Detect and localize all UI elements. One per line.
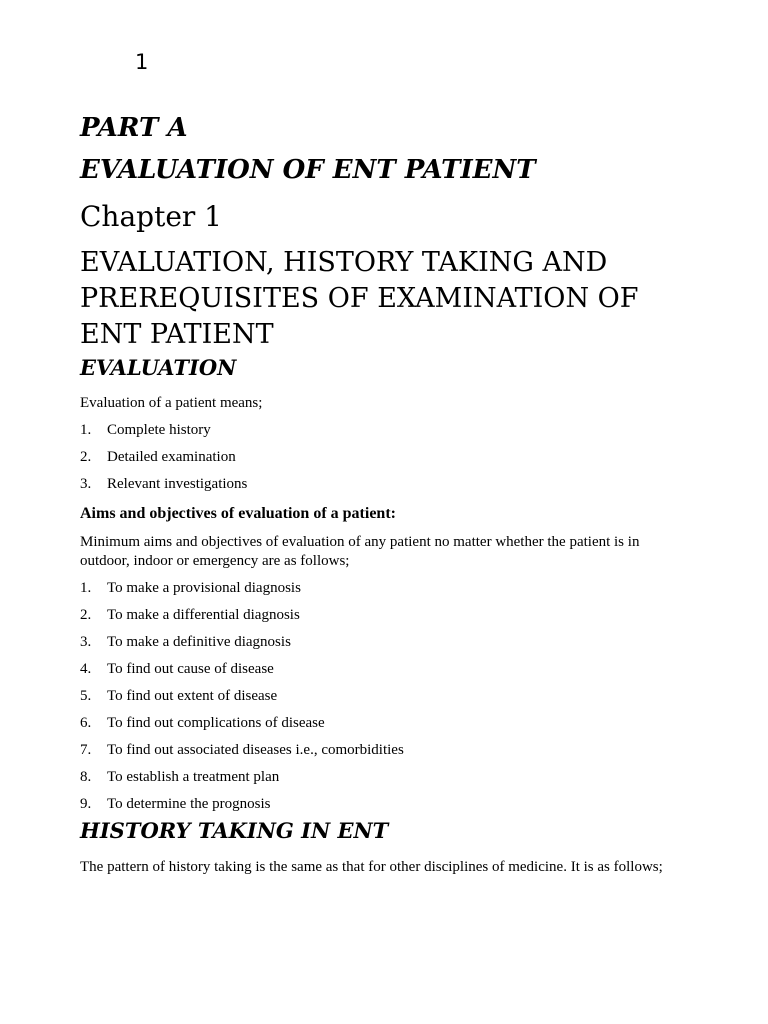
list-item-text: To find out cause of disease [107, 661, 274, 677]
aims-intro: Minimum aims and objectives of evaluation of any patient no matter whether the patient is in outdoor, indoor or emergency are as follows; [80, 534, 640, 569]
list-item [80, 659, 404, 686]
list-item-text: Complete history [107, 422, 211, 438]
list-item-text: To establish a treatment plan [107, 769, 280, 785]
list-item [80, 447, 247, 474]
list-item-number: 7. [80, 742, 92, 758]
list-item-number: 9. [80, 796, 92, 812]
list-item-number: 3. [80, 476, 92, 492]
list-item-text: To find out associated diseases i.e., comorbidities [107, 742, 404, 758]
aims-list [80, 578, 404, 821]
list-item-text: Detailed examination [107, 449, 236, 465]
page-number: 1 [135, 50, 149, 74]
list-item [80, 740, 404, 767]
part-title: PART A [80, 113, 188, 143]
list-item [80, 420, 247, 447]
list-item-text: To find out complications of disease [107, 715, 325, 731]
list-item-text: To make a definitive diagnosis [107, 634, 291, 650]
list-item [80, 605, 404, 632]
evaluation-heading: EVALUATION [80, 355, 237, 380]
evaluation-list [80, 420, 247, 501]
evaluation-intro: Evaluation of a patient means; [80, 395, 263, 411]
list-item-number: 1. [80, 580, 92, 596]
list-item-number: 3. [80, 634, 92, 650]
list-item-number: 4. [80, 661, 92, 677]
list-item [80, 686, 404, 713]
chapter-label: Chapter 1 [80, 200, 222, 233]
list-item [80, 474, 247, 501]
list-item-text: To make a differential diagnosis [107, 607, 300, 623]
list-item-number: 6. [80, 715, 92, 731]
list-item-text: To determine the prognosis [107, 796, 271, 812]
list-item-number: 5. [80, 688, 92, 704]
history-heading: HISTORY TAKING IN ENT [80, 818, 389, 843]
aims-heading: Aims and objectives of evaluation of a patient: [80, 505, 396, 522]
list-item [80, 578, 404, 605]
history-intro: The pattern of history taking is the same as that for other disciplines of medicine. It is as follows; [80, 859, 663, 875]
list-item [80, 632, 404, 659]
list-item [80, 713, 404, 740]
chapter-title: EVALUATION, HISTORY TAKING AND PREREQUISITES OF EXAMINATION OF ENT PATIENT [80, 247, 639, 350]
list-item [80, 794, 404, 821]
list-item-number: 8. [80, 769, 92, 785]
list-item-text: To find out extent of disease [107, 688, 278, 704]
list-item-number: 2. [80, 449, 92, 465]
part-subtitle: EVALUATION OF ENT PATIENT [80, 155, 536, 185]
list-item-number: 2. [80, 607, 92, 623]
list-item-text: Relevant investigations [107, 476, 248, 492]
list-item [80, 767, 404, 794]
list-item-number: 1. [80, 422, 92, 438]
list-item-text: To make a provisional diagnosis [107, 580, 301, 596]
